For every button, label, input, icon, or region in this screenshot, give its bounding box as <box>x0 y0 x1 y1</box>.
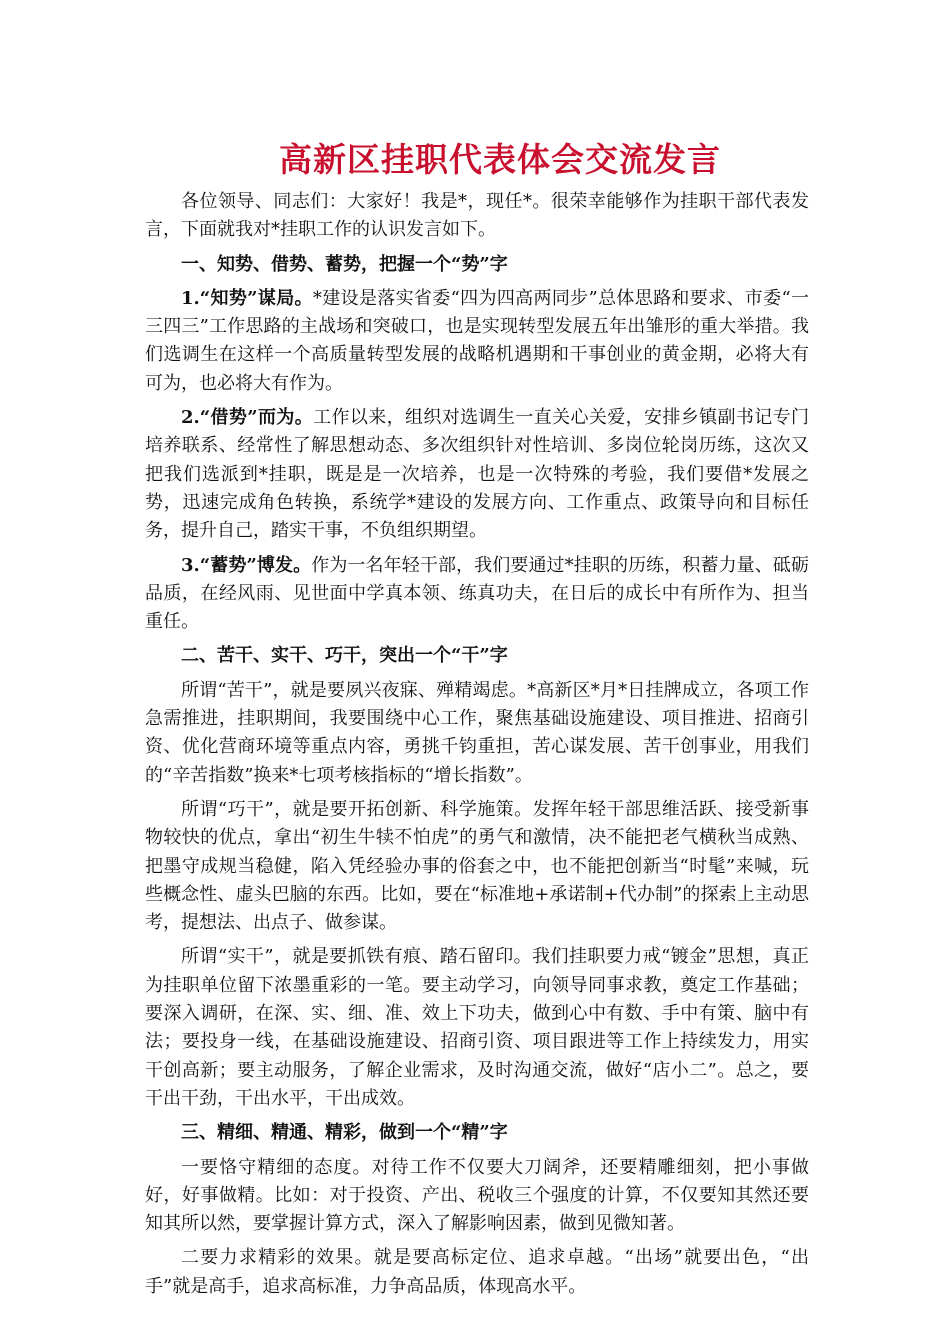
section-heading: 三、精细、精通、精彩，做到一个“精”字 <box>181 1122 508 1144</box>
section-heading: 一、知势、借势、蓄势，把握一个“势”字 <box>181 253 508 275</box>
section-heading: 二、苦干、实干、巧干，突出一个“干”字 <box>181 645 508 667</box>
paragraph-text: 二要力求精彩的效果。就是要高标定位、追求卓越。“出场”就要出色，“出手”就是高手，追求高标准，力争高品质，体现高水平。 <box>145 1247 809 1297</box>
paragraph <box>145 1244 809 1301</box>
paragraph <box>145 552 809 637</box>
paragraph <box>145 285 809 398</box>
paragraph <box>145 1154 809 1239</box>
paragraph <box>145 677 809 790</box>
paragraph-lead: 1.“知势”谋局。 <box>181 287 313 309</box>
document-title: 高新区挂职代表体会交流发言 <box>279 140 721 179</box>
paragraph <box>145 188 809 245</box>
paragraph <box>145 404 809 545</box>
paragraph-lead: 2.“借势”而为。 <box>181 407 314 429</box>
paragraph-lead: 3.“蓄势”博发。 <box>181 554 312 576</box>
paragraph-text: 所谓“巧干”，就是要开拓创新、科学施策。发挥年轻干部思维活跃、接受新事物较快的优点，拿出“初生牛犊不怕虎”的勇气和激情，决不能把老气横秋当成熟、把墨守成规当稳健，陷入凭经验办事的俗套之中，也不能把创新当“时髦”来喊，玩些概念性、虚头巴脑的东西。比如，要在“标准地+承诺制+代办制”的探索上主动思考，提想法、出点子、做参谋。 <box>145 798 809 934</box>
paragraph-text: 一要恪守精细的态度。对待工作不仅要大刀阔斧，还要精雕细刻，把小事做好，好事做精。比如：对于投资、产出、税收三个强度的计算，不仅要知其然还要知其所以然，要掌握计算方式，深入了解影响因素，做到见微知著。 <box>145 1156 809 1235</box>
paragraph-text: 作为一名年轻干部，我们要通过*挂职的历练，积蓄力量、砥砺品质，在经风雨、见世面中学真本领、练真功夫，在日后的成长中有所作为、担当重任。 <box>145 554 809 633</box>
paragraph-text: 所谓“苦干”，就是要夙兴夜寐、殚精竭虑。*高新区*月*日挂牌成立，各项工作急需推进，挂职期间，我要围绕中心工作，聚焦基础设施建设、项目推进、招商引资、优化营商环境等重点内容，勇挑千钧重担，苦心谋发展、苦干创事业，用我们的“辛苦指数”换来*七项考核指标的“增长指数”。 <box>145 679 809 786</box>
paragraph <box>145 796 809 937</box>
paragraph-text: 工作以来，组织对选调生一直关心关爱，安排乡镇副书记专门培养联系、经常性了解思想动态、多次组织针对性培训、多岗位轮岗历练，这次又把我们选派到*挂职，既是是一次培养，也是一次特殊的考验，我们要借*发展之势，迅速完成角色转换，系统学*建设的发展方向、工作重点、政策导向和目标任务，提升自己，踏实干事，不负组织期望。 <box>145 407 810 542</box>
paragraph-text: *建设是落实省委“四为四高两同步”总体思路和要求、市委“一三四三”工作思路的主战场和突破口，也是实现转型发展五年出雏形的重大举措。我们选调生在这样一个高质量转型发展的战略机遇期和干事创业的黄金期，必将大有可为，也必将大有作为。 <box>145 287 810 394</box>
paragraph <box>145 943 809 1113</box>
paragraph-text: 各位领导、同志们：大家好！我是*，现任*。很荣幸能够作为挂职干部代表发言，下面就我对*挂职工作的认识发言如下。 <box>145 191 809 241</box>
paragraph-text: 所谓“实干”，就是要抓铁有痕、踏石留印。我们挂职要力戒“镀金”思想，真正为挂职单位留下浓墨重彩的一笔。要主动学习，向领导同事求教，奠定工作基础；要深入调研，在深、实、细、准、效上下功夫，做到心中有数、手中有策、脑中有法；要投身一线，在基础设施建设、招商引资、项目跟进等工作上持续发力，用实干创高新；要主动服务，了解企业需求，及时沟通交流，做好“店小二”。总之，要干出干劲，干出水平，干出成效。 <box>145 946 809 1109</box>
document-body <box>145 188 809 1307</box>
